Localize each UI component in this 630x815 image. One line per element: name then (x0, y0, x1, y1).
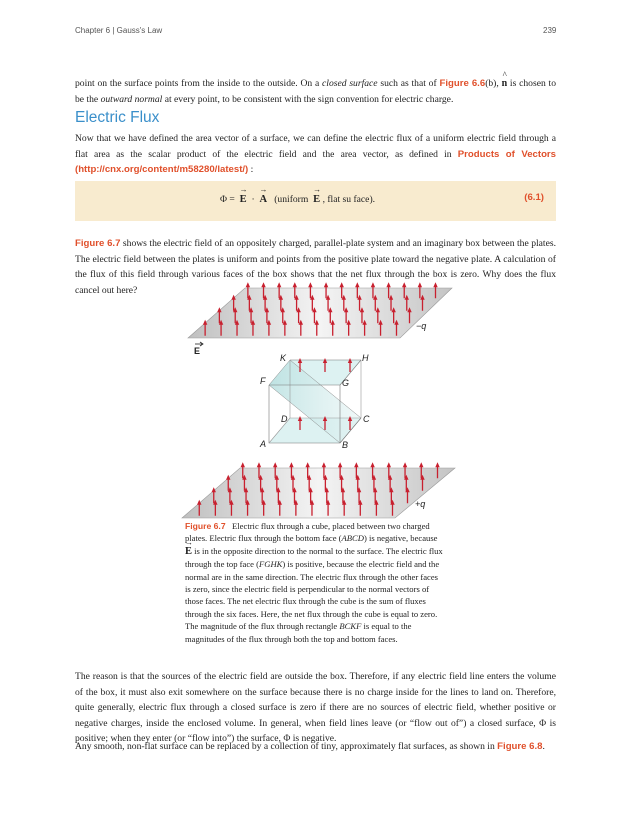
reason-phi-1: Φ (539, 717, 547, 729)
intro-text-3: (b), (485, 78, 502, 89)
smooth-surface-period: . (542, 741, 545, 752)
flux-definition-text: Now that we have defined the area vector of a surface, we can define the electric flux of a uniform electric field through a flat area as the scalar product of the electric field and the area vector, as defined in (75, 133, 556, 160)
field-arrow-head (402, 282, 406, 287)
field-arrow-head (324, 282, 328, 287)
label-plus-q: +q (415, 499, 426, 509)
intro-text-2: such as that of (377, 78, 440, 89)
products-of-vectors-link[interactable]: Products of Vectors (http://cnx.org/content/m58280/latest/) (75, 148, 556, 175)
caption-abcd: ABCD (341, 533, 364, 544)
field-arrow-head (246, 282, 250, 287)
field-arrow-head (305, 462, 309, 467)
eq-condition-2: , flat su face). (322, 194, 376, 205)
field-arrow-head (403, 462, 407, 467)
eq-condition-1: (uniform (274, 194, 309, 205)
caption-text-3: is in the opposite direction to the normal to the surface. The electric flux through the top face ( (185, 545, 443, 570)
reason-phi-2: Φ (283, 733, 291, 744)
intro-text-4: is chosen to be the (75, 78, 556, 105)
field-arrow-head (257, 462, 261, 467)
intro-text-1: point on the surface points from the inside to the outside. On a (75, 78, 323, 89)
label-g: G (342, 378, 350, 388)
field-arrow-head (433, 282, 437, 287)
field-arrow-head (293, 282, 297, 287)
eq-a-vector: → A (259, 194, 267, 205)
field-arrow-head (386, 282, 390, 287)
flux-reason-paragraph (75, 669, 556, 747)
eq-phi: Φ = (220, 194, 235, 205)
label-c: C (363, 414, 370, 424)
label-e: E (194, 346, 201, 356)
label-h: H (362, 353, 369, 363)
label-minus-q: −q (416, 321, 427, 331)
caption-text-1: Electric flux through a cube, placed between two charged plates. Electric flux through the bottom face ( (185, 521, 430, 544)
field-arrow-head (241, 462, 245, 467)
e-field-label (194, 342, 203, 356)
label-b: B (342, 440, 349, 450)
field-arrow-head (322, 462, 326, 467)
smooth-surface-text: Any smooth, non-flat surface can be replaced by a collection of tiny, approximately flat surfaces, as shown in (75, 741, 498, 752)
caption-text-5: is equal to the magnitudes of the flux through both the top and bottom faces. (185, 621, 412, 644)
field-arrow-head (277, 282, 281, 287)
figure-6-8-link[interactable]: Figure 6.8 (497, 741, 543, 752)
label-f: F (260, 376, 266, 386)
field-arrow-head (289, 462, 293, 467)
field-arrow-head (308, 282, 312, 287)
eq-e-vector-2: → E (313, 194, 320, 205)
field-arrow-head (371, 282, 375, 287)
field-arrow-head (273, 462, 277, 467)
figure-6-6-link[interactable]: Figure 6.6 (439, 78, 486, 89)
smooth-surface-paragraph (75, 739, 556, 755)
field-arrow-head (435, 462, 439, 467)
field-arrow-head (387, 462, 391, 467)
field-arrow-head (370, 462, 374, 467)
label-d: D (281, 414, 288, 424)
field-arrow-head (261, 282, 265, 287)
reason-text-2: is positive; when they enter (or “flow into”) the surface, (75, 717, 556, 744)
reason-text-1: The reason is that the sources of the electric field are outside the box. Therefore, if any electric field line enters the volume of the box, it must also exit somewhere on the surface because there is no charge inside for the lines to land on. Therefore, quite generally, electric flux through a closed surface is zero if there are no sources of electric field, whether positive or negative charges, inside the enclosed volume. In general, when field lines leave (or “flow out of”) a closed surface, (75, 671, 556, 729)
field-arrow-head (355, 282, 359, 287)
label-k: K (280, 353, 287, 363)
figure-6-7-link[interactable]: Figure 6.7 (75, 238, 121, 249)
equation-number: (6.1) (524, 192, 544, 203)
field-arrow-head (338, 462, 342, 467)
figure-6-7-caption (185, 520, 445, 645)
reason-text-3: is negative. (290, 733, 337, 744)
section-title: Electric Flux (75, 109, 160, 126)
field-arrow-head (354, 462, 358, 467)
outward-normal-term: outward normal (100, 93, 163, 105)
top-plate (188, 288, 452, 338)
caption-text-4: ) is positive, because the electric field and the normal are in the same direction. The electric flux through the other faces is zero, since the electric field is perpendicular to the normal vectors of those faces. The net electric flux through the cube is the sum of fluxes through the six faces. Here, the net flux through the cube is equal to zero. The magnitude of the flux through rectangle (185, 559, 440, 632)
bottom-plate (182, 468, 455, 518)
imaginary-box (269, 360, 361, 443)
eq-e-vector: → E (240, 194, 247, 205)
intro-text-5: at every point, to be consistent with the sign convention for electric charge. (162, 93, 454, 105)
chapter-header: Chapter 6 | Gauss's Law (75, 26, 163, 35)
eq-dot: · (251, 194, 255, 205)
label-a: A (260, 439, 267, 449)
caption-e-vector: → E (185, 546, 192, 558)
field-arrow-head (339, 282, 343, 287)
figure-intro-text: shows the electric field of an oppositely charged, parallel-plate system and an imaginary box between the plates. The electric field between the plates is uniform and points from the positive plate toward the negative plate. A calculation of the flux of this field through various faces of the box shows that the net flux through the box is zero. Why does the flux cancel out here? (75, 238, 556, 296)
field-arrow-head (418, 282, 422, 287)
caption-text-2: ) is negative, because (363, 533, 438, 544)
closed-surface-term: closed surface (322, 78, 378, 89)
caption-fghk: FGHK (258, 559, 283, 570)
normal-vector-symbol: ^ n (502, 76, 508, 92)
caption-label: Figure 6.7 (185, 521, 226, 531)
page-number: 239 (543, 26, 557, 35)
caption-bckf: BCKF (339, 621, 362, 632)
field-arrow-head (419, 462, 423, 467)
flux-definition-colon: : (248, 164, 254, 175)
